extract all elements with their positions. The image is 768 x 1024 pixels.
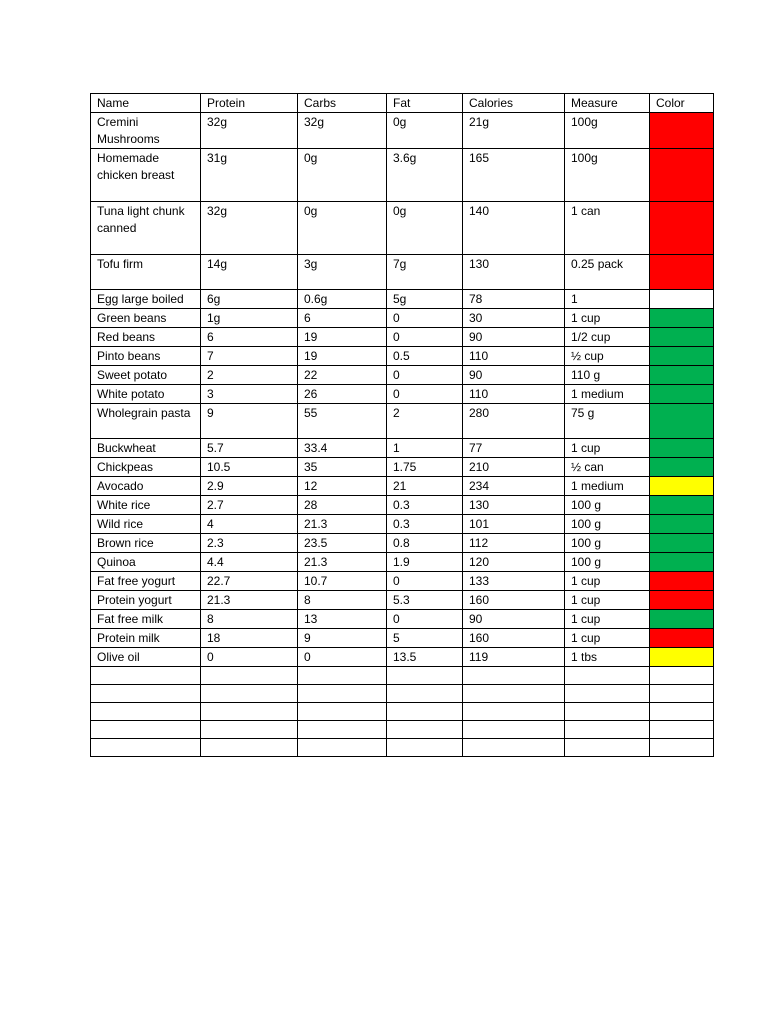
cell-calories: 280 <box>463 404 565 439</box>
cell-calories: 130 <box>463 255 565 290</box>
header-name: Name <box>91 94 201 113</box>
header-row <box>91 94 714 113</box>
cell-protein: 4 <box>201 515 298 534</box>
cell-calories: 77 <box>463 439 565 458</box>
empty-cell <box>387 739 463 757</box>
table-row <box>91 572 714 591</box>
cell-protein: 2 <box>201 366 298 385</box>
cell-name: White rice <box>91 496 201 515</box>
cell-carbs: 10.7 <box>298 572 387 591</box>
table-row <box>91 629 714 648</box>
cell-measure: 1 cup <box>565 439 650 458</box>
header-measure: Measure <box>565 94 650 113</box>
cell-carbs: 0.6g <box>298 290 387 309</box>
cell-measure: 100 g <box>565 496 650 515</box>
nutrition-table <box>90 93 714 757</box>
cell-measure: 1 cup <box>565 309 650 328</box>
empty-row <box>91 703 714 721</box>
cell-protein: 31g <box>201 149 298 202</box>
cell-protein: 2.3 <box>201 534 298 553</box>
cell-calories: 101 <box>463 515 565 534</box>
cell-fat: 0 <box>387 366 463 385</box>
cell-calories: 78 <box>463 290 565 309</box>
cell-fat: 0 <box>387 385 463 404</box>
cell-measure: 0.25 pack <box>565 255 650 290</box>
cell-protein: 5.7 <box>201 439 298 458</box>
cell-calories: 112 <box>463 534 565 553</box>
cell-measure: ½ cup <box>565 347 650 366</box>
cell-calories: 130 <box>463 496 565 515</box>
cell-fat: 3.6g <box>387 149 463 202</box>
cell-fat: 5.3 <box>387 591 463 610</box>
cell-color-swatch <box>650 534 714 553</box>
cell-calories: 90 <box>463 610 565 629</box>
cell-calories: 90 <box>463 328 565 347</box>
cell-calories: 234 <box>463 477 565 496</box>
cell-name: Brown rice <box>91 534 201 553</box>
cell-fat: 0.8 <box>387 534 463 553</box>
empty-cell <box>387 703 463 721</box>
empty-cell <box>201 739 298 757</box>
cell-calories: 160 <box>463 629 565 648</box>
cell-calories: 133 <box>463 572 565 591</box>
empty-cell <box>91 721 201 739</box>
cell-name: Avocado <box>91 477 201 496</box>
cell-fat: 0.3 <box>387 515 463 534</box>
table-row <box>91 255 714 290</box>
empty-cell <box>463 703 565 721</box>
cell-protein: 10.5 <box>201 458 298 477</box>
empty-cell <box>91 685 201 703</box>
cell-name: Green beans <box>91 309 201 328</box>
empty-cell <box>650 685 714 703</box>
empty-cell <box>91 667 201 685</box>
cell-calories: 30 <box>463 309 565 328</box>
cell-carbs: 28 <box>298 496 387 515</box>
empty-cell <box>650 703 714 721</box>
cell-measure: 100 g <box>565 515 650 534</box>
cell-carbs: 35 <box>298 458 387 477</box>
empty-cell <box>298 721 387 739</box>
cell-name: Tuna light chunk canned <box>91 202 201 255</box>
empty-row <box>91 739 714 757</box>
cell-fat: 0 <box>387 572 463 591</box>
cell-measure: 1 medium <box>565 477 650 496</box>
cell-fat: 0.3 <box>387 496 463 515</box>
cell-measure: 75 g <box>565 404 650 439</box>
cell-measure: 1 cup <box>565 572 650 591</box>
cell-fat: 0.5 <box>387 347 463 366</box>
cell-protein: 18 <box>201 629 298 648</box>
cell-color-swatch <box>650 385 714 404</box>
cell-calories: 210 <box>463 458 565 477</box>
cell-protein: 3 <box>201 385 298 404</box>
cell-calories: 140 <box>463 202 565 255</box>
cell-fat: 1.9 <box>387 553 463 572</box>
cell-protein: 0 <box>201 648 298 667</box>
cell-fat: 0g <box>387 202 463 255</box>
empty-cell <box>650 667 714 685</box>
cell-calories: 110 <box>463 385 565 404</box>
empty-cell <box>298 667 387 685</box>
cell-fat: 0 <box>387 309 463 328</box>
header-protein: Protein <box>201 94 298 113</box>
cell-measure: 1 cup <box>565 610 650 629</box>
empty-row <box>91 685 714 703</box>
cell-measure: 100 g <box>565 534 650 553</box>
table-row <box>91 385 714 404</box>
cell-fat: 13.5 <box>387 648 463 667</box>
empty-cell <box>650 721 714 739</box>
cell-carbs: 0g <box>298 149 387 202</box>
empty-cell <box>298 685 387 703</box>
cell-color-swatch <box>650 404 714 439</box>
empty-cell <box>463 721 565 739</box>
cell-fat: 5 <box>387 629 463 648</box>
table-row <box>91 202 714 255</box>
cell-color-swatch <box>650 439 714 458</box>
empty-cell <box>387 721 463 739</box>
cell-measure: 1 can <box>565 202 650 255</box>
table-row <box>91 496 714 515</box>
cell-carbs: 33.4 <box>298 439 387 458</box>
cell-name: Egg large boiled <box>91 290 201 309</box>
cell-carbs: 3g <box>298 255 387 290</box>
cell-carbs: 55 <box>298 404 387 439</box>
header-color: Color <box>650 94 714 113</box>
cell-measure: 100g <box>565 113 650 149</box>
cell-protein: 8 <box>201 610 298 629</box>
table-row <box>91 553 714 572</box>
cell-carbs: 8 <box>298 591 387 610</box>
cell-name: Pinto beans <box>91 347 201 366</box>
cell-name: Cremini Mushrooms <box>91 113 201 149</box>
cell-fat: 1.75 <box>387 458 463 477</box>
empty-cell <box>387 667 463 685</box>
cell-color-swatch <box>650 113 714 149</box>
cell-carbs: 12 <box>298 477 387 496</box>
empty-cell <box>201 667 298 685</box>
cell-name: Red beans <box>91 328 201 347</box>
cell-name: Buckwheat <box>91 439 201 458</box>
cell-name: Wild rice <box>91 515 201 534</box>
empty-cell <box>565 667 650 685</box>
cell-calories: 21g <box>463 113 565 149</box>
empty-cell <box>565 721 650 739</box>
cell-calories: 120 <box>463 553 565 572</box>
cell-fat: 1 <box>387 439 463 458</box>
cell-name: Fat free yogurt <box>91 572 201 591</box>
cell-name: Sweet potato <box>91 366 201 385</box>
table-row <box>91 458 714 477</box>
cell-name: White potato <box>91 385 201 404</box>
table-row <box>91 328 714 347</box>
empty-cell <box>201 703 298 721</box>
table-row <box>91 591 714 610</box>
cell-protein: 32g <box>201 202 298 255</box>
cell-measure: 1 tbs <box>565 648 650 667</box>
cell-measure: 100g <box>565 149 650 202</box>
cell-protein: 21.3 <box>201 591 298 610</box>
cell-name: Homemade chicken breast <box>91 149 201 202</box>
cell-measure: 1/2 cup <box>565 328 650 347</box>
empty-cell <box>201 685 298 703</box>
header-carbs: Carbs <box>298 94 387 113</box>
cell-color-swatch <box>650 648 714 667</box>
cell-color-swatch <box>650 591 714 610</box>
table-row <box>91 515 714 534</box>
empty-cell <box>91 739 201 757</box>
cell-protein: 4.4 <box>201 553 298 572</box>
table-row <box>91 610 714 629</box>
empty-cell <box>298 739 387 757</box>
cell-color-swatch <box>650 610 714 629</box>
empty-row <box>91 667 714 685</box>
table-row <box>91 113 714 149</box>
empty-cell <box>91 703 201 721</box>
cell-carbs: 0 <box>298 648 387 667</box>
cell-measure: ½ can <box>565 458 650 477</box>
cell-fat: 21 <box>387 477 463 496</box>
cell-color-swatch <box>650 515 714 534</box>
cell-carbs: 9 <box>298 629 387 648</box>
empty-cell <box>298 703 387 721</box>
cell-carbs: 26 <box>298 385 387 404</box>
cell-carbs: 19 <box>298 347 387 366</box>
cell-calories: 110 <box>463 347 565 366</box>
cell-name: Quinoa <box>91 553 201 572</box>
cell-fat: 0 <box>387 610 463 629</box>
cell-measure: 100 g <box>565 553 650 572</box>
cell-protein: 6g <box>201 290 298 309</box>
cell-carbs: 22 <box>298 366 387 385</box>
cell-protein: 7 <box>201 347 298 366</box>
header-fat: Fat <box>387 94 463 113</box>
cell-color-swatch <box>650 477 714 496</box>
cell-carbs: 0g <box>298 202 387 255</box>
cell-color-swatch <box>650 629 714 648</box>
cell-protein: 2.9 <box>201 477 298 496</box>
cell-color-swatch <box>650 496 714 515</box>
cell-fat: 2 <box>387 404 463 439</box>
empty-cell <box>463 739 565 757</box>
header-calories: Calories <box>463 94 565 113</box>
cell-carbs: 6 <box>298 309 387 328</box>
cell-carbs: 23.5 <box>298 534 387 553</box>
cell-fat: 7g <box>387 255 463 290</box>
cell-carbs: 21.3 <box>298 515 387 534</box>
cell-name: Olive oil <box>91 648 201 667</box>
cell-name: Chickpeas <box>91 458 201 477</box>
cell-name: Protein milk <box>91 629 201 648</box>
table-row <box>91 477 714 496</box>
empty-row <box>91 721 714 739</box>
cell-carbs: 32g <box>298 113 387 149</box>
table-row <box>91 149 714 202</box>
cell-protein: 32g <box>201 113 298 149</box>
cell-color-swatch <box>650 290 714 309</box>
cell-protein: 6 <box>201 328 298 347</box>
cell-color-swatch <box>650 572 714 591</box>
table-row <box>91 648 714 667</box>
table-row <box>91 404 714 439</box>
empty-cell <box>463 685 565 703</box>
cell-color-swatch <box>650 553 714 572</box>
cell-name: Fat free milk <box>91 610 201 629</box>
cell-protein: 14g <box>201 255 298 290</box>
cell-carbs: 13 <box>298 610 387 629</box>
cell-measure: 1 cup <box>565 629 650 648</box>
cell-carbs: 19 <box>298 328 387 347</box>
empty-cell <box>387 685 463 703</box>
cell-color-swatch <box>650 347 714 366</box>
cell-color-swatch <box>650 255 714 290</box>
cell-protein: 9 <box>201 404 298 439</box>
empty-cell <box>201 721 298 739</box>
cell-measure: 1 <box>565 290 650 309</box>
cell-fat: 5g <box>387 290 463 309</box>
cell-name: Tofu firm <box>91 255 201 290</box>
empty-cell <box>565 703 650 721</box>
empty-cell <box>650 739 714 757</box>
table-row <box>91 309 714 328</box>
cell-name: Protein yogurt <box>91 591 201 610</box>
cell-color-swatch <box>650 328 714 347</box>
cell-color-swatch <box>650 458 714 477</box>
cell-color-swatch <box>650 309 714 328</box>
cell-calories: 119 <box>463 648 565 667</box>
cell-name: Wholegrain pasta <box>91 404 201 439</box>
empty-cell <box>565 685 650 703</box>
cell-protein: 2.7 <box>201 496 298 515</box>
empty-cell <box>565 739 650 757</box>
table-row <box>91 290 714 309</box>
cell-protein: 1g <box>201 309 298 328</box>
cell-fat: 0g <box>387 113 463 149</box>
cell-color-swatch <box>650 366 714 385</box>
cell-fat: 0 <box>387 328 463 347</box>
cell-carbs: 21.3 <box>298 553 387 572</box>
cell-color-swatch <box>650 149 714 202</box>
cell-calories: 165 <box>463 149 565 202</box>
table-row <box>91 534 714 553</box>
cell-measure: 1 cup <box>565 591 650 610</box>
cell-color-swatch <box>650 202 714 255</box>
cell-calories: 160 <box>463 591 565 610</box>
cell-measure: 1 medium <box>565 385 650 404</box>
table-row <box>91 347 714 366</box>
table-row <box>91 439 714 458</box>
empty-cell <box>463 667 565 685</box>
cell-measure: 110 g <box>565 366 650 385</box>
table-row <box>91 366 714 385</box>
cell-calories: 90 <box>463 366 565 385</box>
cell-protein: 22.7 <box>201 572 298 591</box>
